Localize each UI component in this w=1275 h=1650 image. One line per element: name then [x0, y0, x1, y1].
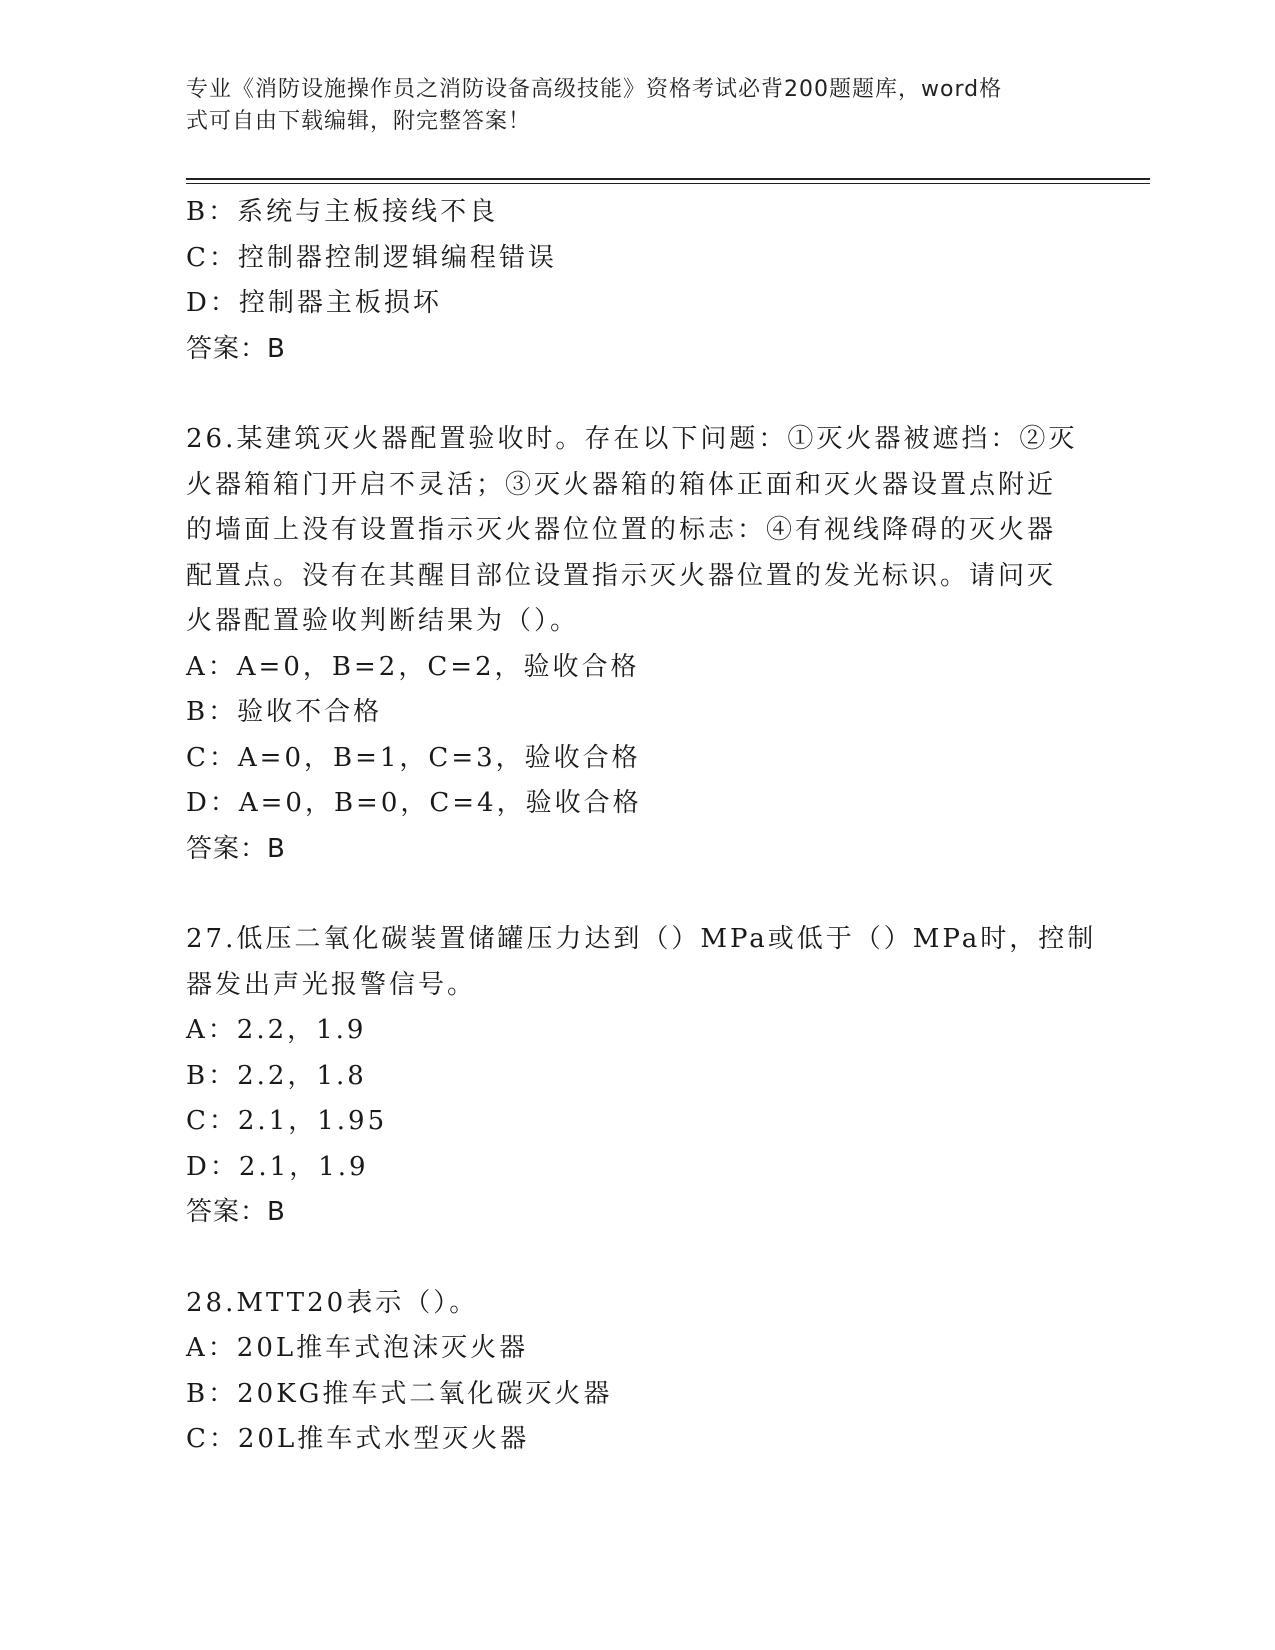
- answer-line: 答案：B: [186, 333, 286, 364]
- option-b: B：验收不合格: [186, 697, 383, 727]
- option-c: C：A=0，B=1，C=3，验收合格: [186, 742, 641, 773]
- option-a: A：A=0，B=2，C=2，验收合格: [186, 651, 640, 682]
- question-26: [186, 417, 1086, 872]
- question-text-line: 28.MTT20表示（）。: [186, 1287, 479, 1318]
- question-27: [186, 917, 1097, 1236]
- spacer: [186, 1236, 1086, 1281]
- option-d: D：2.1，1.9: [186, 1151, 369, 1182]
- answer-line: 答案：B: [186, 1197, 286, 1227]
- option-d: D：A=0，B=0，C=4，验收合格: [186, 788, 642, 818]
- document-header: [186, 74, 1086, 138]
- header-rule-thick: [186, 178, 1150, 180]
- question-text-line: 配置点。没有在其醒目部位设置指示灭火器位置的发光标识。请问灭: [186, 560, 1057, 591]
- answer-line: 答案：B: [186, 833, 286, 864]
- option-c: C：20L推车式水型灭火器: [186, 1424, 530, 1454]
- question-text-line: 26.某建筑灭火器配置验收时。存在以下问题：①灭火器被遮挡：②灭: [186, 424, 1078, 454]
- question-text-line: 火器配置验收判断结果为（）。: [186, 606, 580, 636]
- option-c: C：控制器控制逻辑编程错误: [186, 242, 557, 273]
- option-b: B：20KG推车式二氧化碳灭火器: [186, 1378, 613, 1409]
- question-list: [186, 190, 1097, 1463]
- question-28: [186, 1281, 1086, 1463]
- option-a: A：20L推车式泡沫灭火器: [186, 1333, 529, 1363]
- question-text-line: 火器箱箱门开启不灵活；③灭火器箱的箱体正面和灭火器设置点附近: [186, 469, 1057, 500]
- header-line-1: 专业《消防设施操作员之消防设备高级技能》资格考试必背200题题库，word格: [186, 77, 1003, 102]
- header-rule-thin: [186, 183, 1150, 184]
- question-text-line: 器发出声光报警信号。: [186, 969, 477, 1000]
- header-line-2: 式可自由下载编辑，附完整答案！: [186, 109, 532, 134]
- question-25-tail: [186, 190, 1086, 372]
- option-a: A：2.2，1.9: [186, 1015, 367, 1045]
- spacer: [186, 372, 1086, 417]
- option-d: D：控制器主板损坏: [186, 288, 442, 318]
- option-b: B：系统与主板接线不良: [186, 197, 499, 227]
- spacer: [186, 872, 1086, 917]
- option-b: B：2.2，1.8: [186, 1060, 367, 1091]
- option-c: C：2.1，1.95: [186, 1106, 388, 1136]
- question-text-line: 的墙面上没有设置指示灭火器位位置的标志：④有视线降碍的灭火器: [186, 515, 1057, 545]
- question-text-line: 27.低压二氧化碳装置储罐压力达到（）MPa或低于（）MPa时，控制: [186, 924, 1097, 954]
